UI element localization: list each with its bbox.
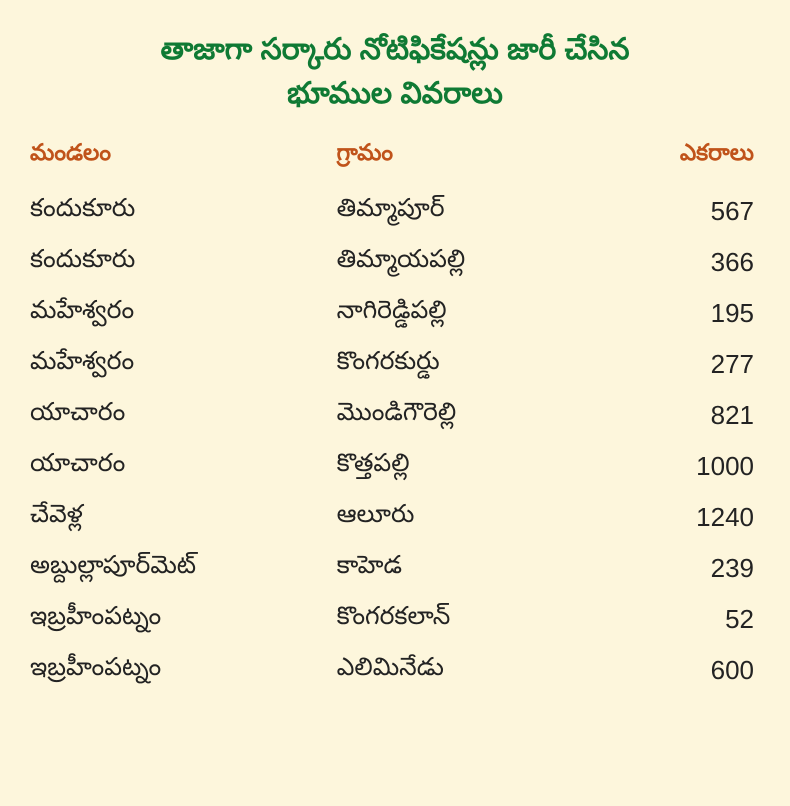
table-body (30, 186, 760, 696)
page-title-line-2: భూముల వివరాలు (287, 76, 503, 110)
cell-village: ఎలిమినేడు (336, 653, 444, 681)
cell-village: కాహెడ (336, 551, 402, 579)
table-row (30, 339, 760, 390)
cell-mandal: ఇబ్రహీంపట్నం (30, 653, 162, 681)
cell-acres: 195 (710, 298, 754, 328)
column-header-village: గ్రామం (336, 139, 394, 165)
cell-mandal: ఇబ్రహీంపట్నం (30, 602, 162, 630)
cell-village: కొంగరకలాన్ (336, 602, 451, 630)
cell-mandal: యాచారం (30, 398, 126, 426)
cell-acres: 600 (710, 655, 754, 685)
cell-mandal: అబ్దుల్లాపూర్‌మెట్ (30, 551, 197, 579)
table-row (30, 645, 760, 696)
cell-acres: 366 (710, 247, 754, 277)
cell-acres: 52 (725, 604, 754, 634)
table-row (30, 492, 760, 543)
cell-mandal: కందుకూరు (30, 194, 136, 222)
cell-mandal: చేవెళ్ల (30, 500, 83, 528)
column-header-mandal: మండలం (30, 139, 111, 165)
cell-acres: 567 (710, 196, 754, 226)
cell-mandal: యాచారం (30, 449, 126, 477)
page-title-line-1: తాజాగా సర్కారు నోటిఫికేషన్లు జారీ చేసిన (160, 33, 630, 66)
table-row (30, 237, 760, 288)
cell-mandal: కందుకూరు (30, 245, 136, 273)
cell-acres: 821 (710, 400, 754, 430)
table-row (30, 594, 760, 645)
cell-acres: 239 (710, 553, 754, 583)
table-row (30, 441, 760, 492)
table-header (30, 133, 760, 186)
column-header-acres: ఎకరాలు (679, 139, 754, 165)
table-row (30, 288, 760, 339)
cell-village: కొత్తపల్లి (336, 449, 410, 477)
cell-village: నాగిరెడ్డిపల్లి (336, 296, 447, 324)
cell-village: కొంగరకుర్డు (336, 347, 440, 375)
cell-mandal: మహేశ్వరం (30, 347, 135, 375)
page-title (30, 28, 760, 115)
table-header-row (30, 133, 760, 186)
cell-village: ఆలూరు (336, 500, 415, 528)
cell-acres: 1000 (696, 451, 754, 481)
table-row (30, 390, 760, 441)
cell-village: తిమ్మాపూర్ (336, 194, 445, 222)
cell-mandal: మహేశ్వరం (30, 296, 135, 324)
land-details-table (30, 133, 760, 696)
cell-acres: 277 (710, 349, 754, 379)
table-row (30, 186, 760, 237)
cell-village: తిమ్మాయపల్లి (336, 245, 466, 273)
cell-acres: 1240 (696, 502, 754, 532)
cell-village: మొండిగౌరెల్లి (336, 398, 457, 426)
table-row (30, 543, 760, 594)
